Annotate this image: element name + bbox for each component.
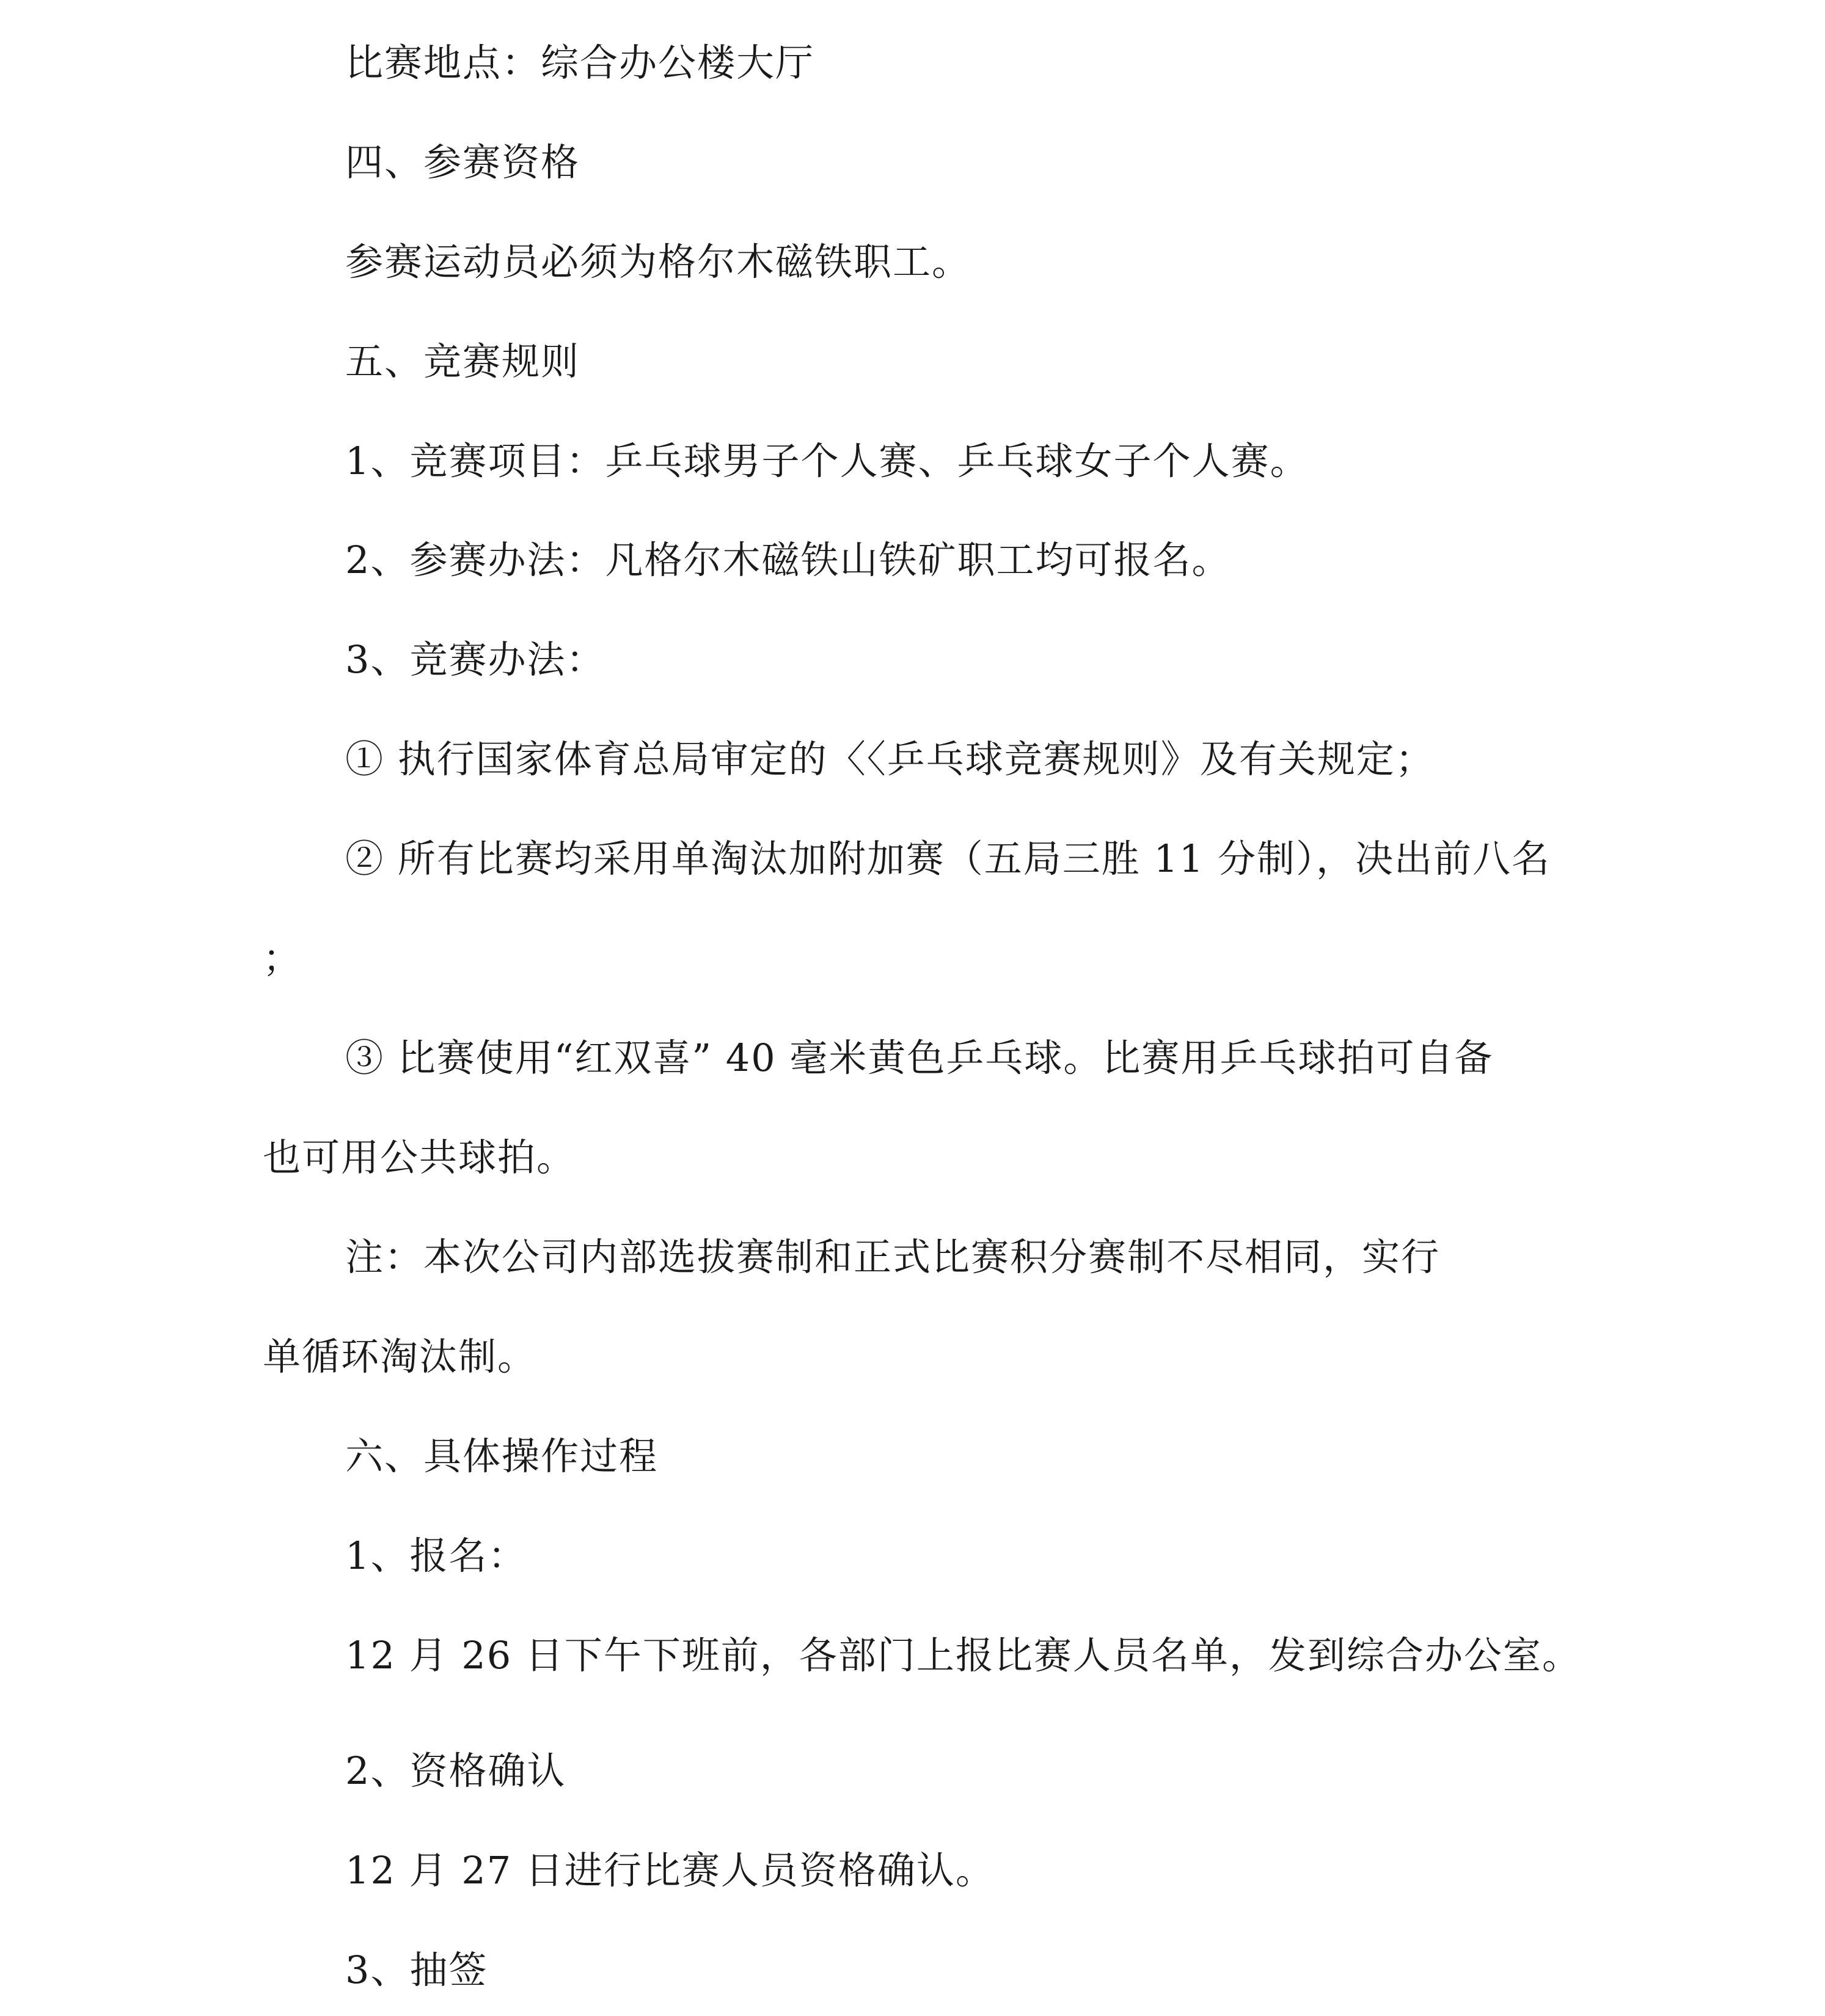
rule-item-2-continuation: ； <box>263 936 302 981</box>
eligibility-text: 参赛运动员必须为格尔木磁铁职工。 <box>345 239 971 284</box>
section-heading-rules: 五、竞赛规则 <box>345 339 580 384</box>
note-continuation: 单循环淘汰制。 <box>263 1334 537 1379</box>
rule-item-1: ① 执行国家体育总局审定的〈〈乒乓球竞赛规则》及有关规定； <box>345 737 1435 781</box>
process-qualification-text: 12 月 27 日进行比赛人员资格确认。 <box>345 1848 995 1893</box>
rule-events: 1、竞赛项目：乒乓球男子个人赛、乒乓球女子个人赛。 <box>345 439 1309 483</box>
process-signup-text: 12 月 26 日下午下班前，各部门上报比赛人员名单，发到综合办公室。 <box>345 1633 1581 1678</box>
rule-registration: 2、参赛办法：凡格尔木磁铁山铁矿职工均可报名。 <box>345 538 1231 582</box>
rule-item-3-continuation: 也可用公共球拍。 <box>263 1135 576 1180</box>
rule-method-heading: 3、竞赛办法： <box>345 637 605 682</box>
rule-item-2: ② 所有比赛均采用单淘汰加附加赛（五局三胜 11 分制），决出前八名 <box>345 836 1551 881</box>
section-heading-eligibility: 四、参赛资格 <box>345 140 580 184</box>
process-signup-heading: 1、报名： <box>345 1533 527 1578</box>
process-qualification-heading: 2、资格确认 <box>345 1748 566 1793</box>
venue-line: 比赛地点：综合办公楼大厅 <box>345 40 815 85</box>
note-text: 注：本次公司内部选拔赛制和正式比赛积分赛制不尽相同，实行 <box>345 1235 1441 1279</box>
section-heading-process: 六、具体操作过程 <box>345 1434 659 1478</box>
rule-item-3: ③ 比赛使用“红双喜” 40 毫米黄色乒乓球。比赛用乒乓球拍可自备 <box>345 1035 1494 1080</box>
process-draw-heading: 3、抽签 <box>345 1948 488 1992</box>
